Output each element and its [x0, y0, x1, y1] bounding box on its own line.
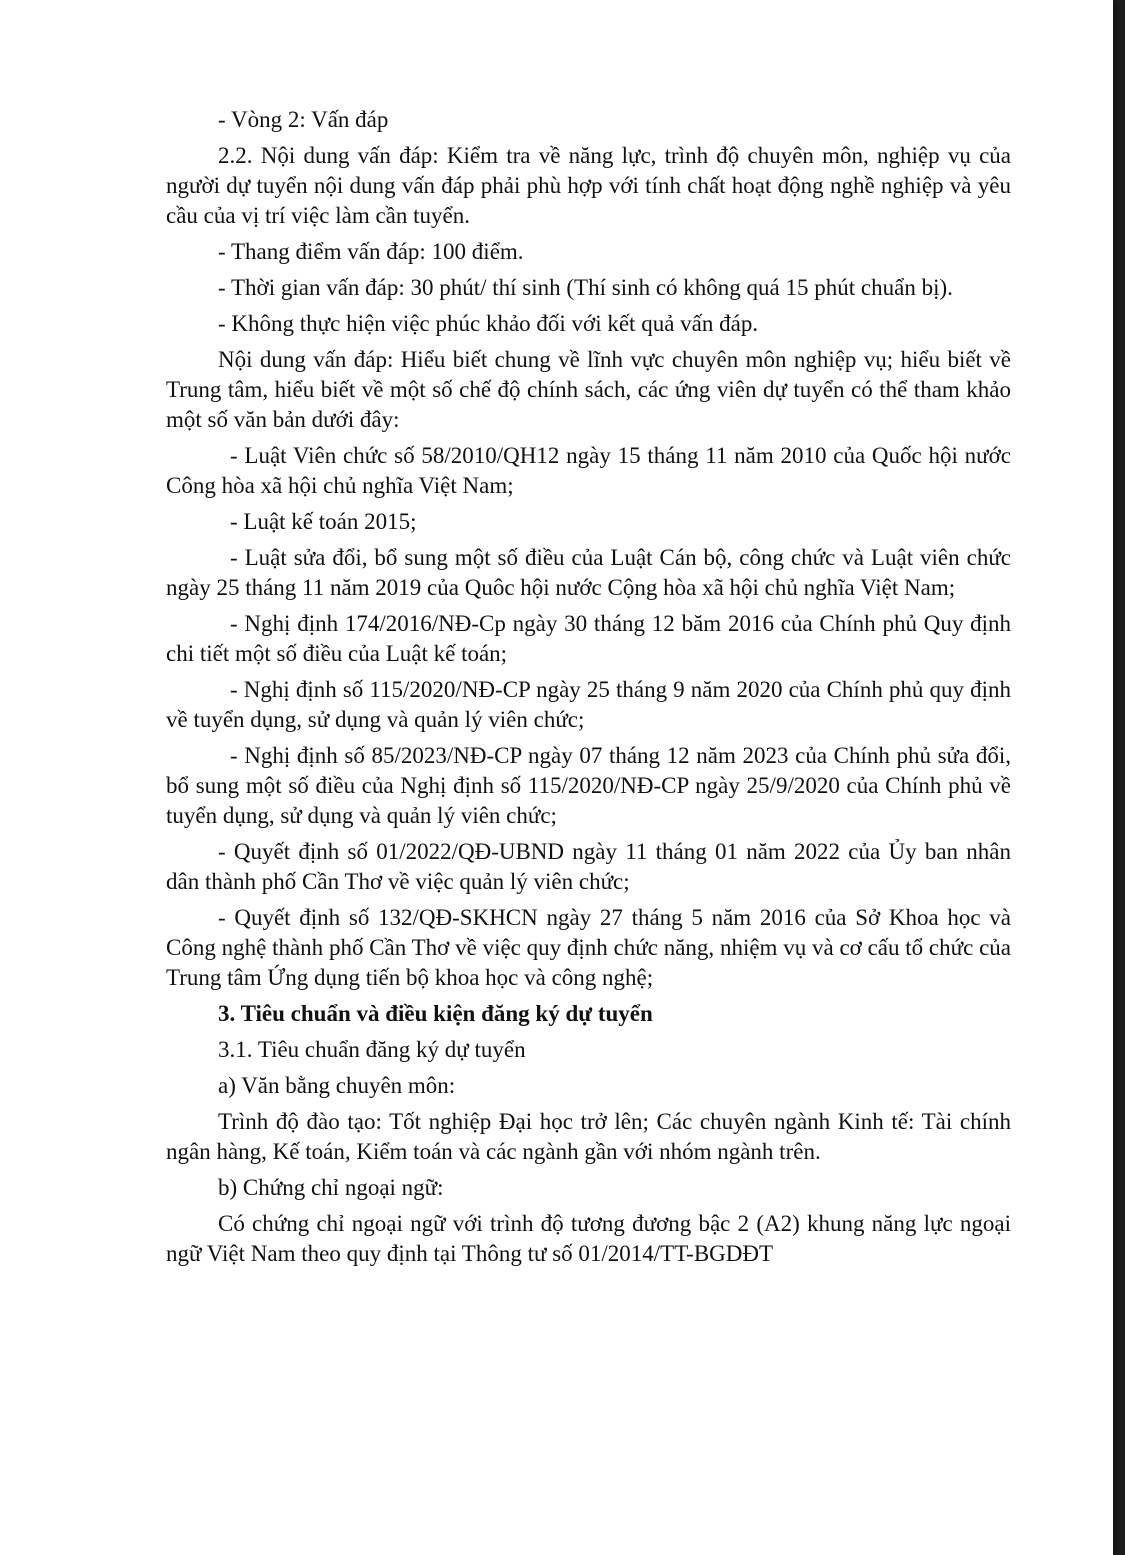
paragraph-no-review: - Không thực hiện việc phúc khảo đối với kết quả vấn đáp.: [218, 311, 759, 336]
list-item-decree-115: - Nghị định số 115/2020/NĐ-CP ngày 25 tháng 9 năm 2020 của Chính phủ quy định về tuyển dụng, sử dụng và quản lý viên chức;: [166, 677, 1011, 732]
list-item-law-public-employees: - Luật Viên chức số 58/2010/QH12 ngày 15 tháng 11 năm 2010 của Quốc hội nước Công hòa xã hội chủ nghĩa Việt Nam;: [166, 443, 1011, 498]
list-item-decision-01: - Quyết định số 01/2022/QĐ-UBND ngày 11 tháng 01 năm 2022 của Ủy ban nhân dân thành phố Cần Thơ về việc quản lý viên chức;: [166, 839, 1011, 894]
document-body: [166, 105, 1011, 1275]
list-item-decree-174: - Nghị định 174/2016/NĐ-Cp ngày 30 tháng 12 băm 2016 của Chính phủ Quy định chi tiết một số điều của Luật kế toán;: [166, 611, 1011, 666]
item-b-language-certificate: b) Chứng chỉ ngoại ngữ:: [218, 1175, 444, 1200]
paragraph-education-level: Trình độ đào tạo: Tốt nghiệp Đại học trở lên; Các chuyên ngành Kinh tế: Tài chính ngân hàng, Kế toán, Kiểm toán và các ngành gần với nhóm ngành trên.: [166, 1109, 1011, 1164]
section-heading-3: 3. Tiêu chuẩn và điều kiện đăng ký dự tuyển: [218, 1001, 653, 1026]
paragraph-language-requirement: Có chứng chỉ ngoại ngữ với trình độ tương đương bậc 2 (A2) khung năng lực ngoại ngữ Việt Nam theo quy định tại Thông tư số 01/2014/TT-BGDĐT: [166, 1211, 1011, 1266]
list-item-decision-132: - Quyết định số 132/QĐ-SKHCN ngày 27 tháng 5 năm 2016 của Sở Khoa học và Công nghệ thành phố Cần Thơ về việc quy định chức năng, nhiệm vụ và cơ cấu tổ chức của Trung tâm Ứng dụng tiến bộ khoa học và công nghệ;: [166, 905, 1011, 990]
paragraph-round-2: - Vòng 2: Vấn đáp: [218, 107, 389, 132]
list-item-decree-85: - Nghị định số 85/2023/NĐ-CP ngày 07 tháng 12 năm 2023 của Chính phủ sửa đổi, bổ sung một số điều của Nghị định số 115/2020/NĐ-CP ngày 25/9/2020 của Chính phủ về tuyển dụng, sử dụng và quản lý viên chức;: [166, 743, 1011, 828]
paragraph-score-scale: - Thang điểm vấn đáp: 100 điểm.: [218, 239, 524, 264]
subsection-heading-3-1: 3.1. Tiêu chuẩn đăng ký dự tuyển: [218, 1037, 526, 1062]
item-a-degree: a) Văn bằng chuyên môn:: [218, 1073, 456, 1098]
paragraph-interview-time: - Thời gian vấn đáp: 30 phút/ thí sinh (Thí sinh có không quá 15 phút chuẩn bị).: [218, 275, 953, 300]
list-item-amended-law: - Luật sửa đổi, bổ sung một số điều của Luật Cán bộ, công chức và Luật viên chức ngày 25 tháng 11 năm 2019 của Quôc hội nước Cộng hòa xã hội chủ nghĩa Việt Nam;: [166, 545, 1011, 600]
paragraph-interview-content: 2.2. Nội dung vấn đáp: Kiểm tra về năng lực, trình độ chuyên môn, nghiệp vụ của người dự tuyển nội dung vấn đáp phải phù hợp với tính chất hoạt động nghề nghiệp và yêu cầu của vị trí việc làm cần tuyển.: [166, 143, 1011, 228]
paragraph-interview-topics: Nội dung vấn đáp: Hiểu biết chung về lĩnh vực chuyên môn nghiệp vụ; hiểu biết về Trung tâm, hiểu biết về một số chế độ chính sách, các ứng viên dự tuyển có thể tham khảo một số văn bản dưới đây:: [166, 347, 1011, 432]
list-item-accounting-law: - Luật kế toán 2015;: [230, 509, 417, 534]
